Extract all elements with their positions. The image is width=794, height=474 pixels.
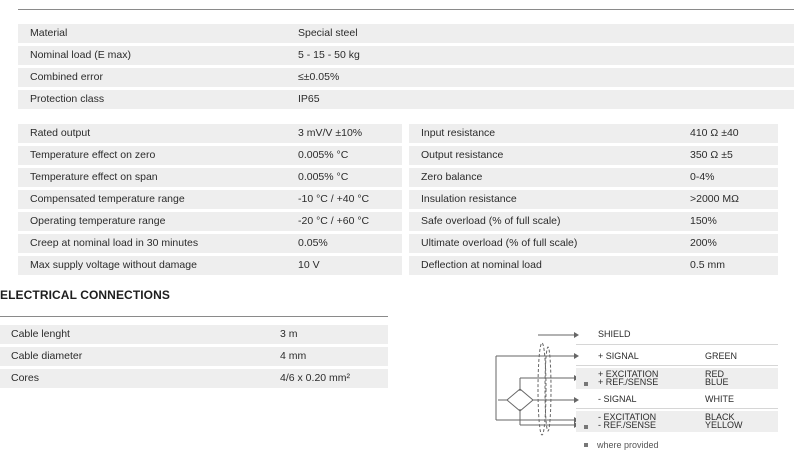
spec-label: Temperature effect on zero — [30, 149, 156, 161]
wire-row — [576, 390, 778, 409]
spec-label: Ultimate overload (% of full scale) — [421, 237, 578, 249]
wire-color: GREEN — [705, 351, 738, 361]
spec-row — [18, 168, 402, 187]
spec-value: 200% — [690, 237, 717, 249]
spec-row — [409, 124, 778, 143]
spec-label: Cable diameter — [11, 350, 83, 362]
spec-label: Nominal load (E max) — [30, 49, 131, 61]
where-provided-marker — [584, 425, 588, 429]
spec-value: 4/6 x 0.20 mm² — [280, 372, 351, 384]
spec-row — [18, 24, 794, 43]
spec-label: Deflection at nominal load — [421, 259, 542, 271]
spec-label: Max supply voltage without damage — [30, 259, 197, 271]
spec-row — [409, 256, 778, 275]
spec-value: 0.5 mm — [690, 259, 726, 271]
spec-label: Input resistance — [421, 127, 496, 139]
spec-value: 0-4% — [690, 171, 715, 183]
spec-value: 410 Ω ±40 — [690, 127, 739, 139]
section-title: ELECTRICAL CONNECTIONS — [0, 288, 170, 302]
spec-label: Rated output — [30, 127, 91, 139]
spec-value: >2000 MΩ — [690, 193, 740, 205]
spec-label: Combined error — [30, 71, 103, 83]
spec-value: -10 °C / +40 °C — [298, 193, 370, 205]
spec-label: Creep at nominal load in 30 minutes — [30, 237, 199, 249]
spec-label: Operating temperature range — [30, 215, 166, 227]
spec-value: 5 - 15 - 50 kg — [298, 49, 360, 61]
spec-value: IP65 — [298, 93, 320, 105]
wire-signal: + SIGNAL — [598, 351, 639, 361]
spec-row — [0, 325, 388, 344]
spec-value: Special steel — [298, 27, 358, 39]
wire-row — [576, 347, 778, 366]
spec-row — [0, 369, 388, 388]
top-rule — [18, 9, 794, 10]
spec-label: Compensated temperature range — [30, 193, 185, 205]
wire-color: YELLOW — [705, 420, 743, 430]
spec-row — [18, 212, 402, 231]
spec-label: Cores — [11, 372, 40, 384]
spec-row — [409, 212, 778, 231]
spec-row — [409, 190, 778, 209]
wire-signal: - EXCITATION — [598, 412, 657, 422]
spec-value: ≤±0.05% — [298, 71, 340, 83]
wiring-diagram — [490, 325, 580, 437]
wire-row — [576, 411, 778, 432]
where-provided-marker — [584, 382, 588, 386]
spec-row — [18, 68, 794, 87]
spec-value: 4 mm — [280, 350, 307, 362]
wire-row-shield — [576, 326, 778, 345]
spec-value: 150% — [690, 215, 717, 227]
spec-label: Material — [30, 27, 68, 39]
spec-row — [0, 347, 388, 366]
wire-color: BLUE — [705, 377, 729, 387]
spec-label: Safe overload (% of full scale) — [421, 215, 561, 227]
spec-row — [18, 90, 794, 109]
spec-label: Cable lenght — [11, 328, 70, 340]
wire-signal: SHIELD — [598, 329, 631, 339]
spec-value: -20 °C / +60 °C — [298, 215, 370, 227]
spec-row — [18, 234, 402, 253]
spec-value: 0.05% — [298, 237, 328, 249]
wire-row — [576, 368, 778, 389]
wire-color: WHITE — [705, 394, 734, 404]
spec-row — [409, 168, 778, 187]
spec-label: Output resistance — [421, 149, 504, 161]
spec-label: Zero balance — [421, 171, 483, 183]
wire-signal: + REF./SENSE — [598, 377, 659, 387]
wire-signal: - REF./SENSE — [598, 420, 657, 430]
where-provided-marker — [584, 443, 588, 447]
spec-row — [18, 146, 402, 165]
spec-label: Temperature effect on span — [30, 171, 158, 183]
spec-value: 0.005% °C — [298, 149, 349, 161]
spec-value: 3 m — [280, 328, 298, 340]
spec-row — [409, 234, 778, 253]
spec-row — [18, 46, 794, 65]
spec-row — [18, 124, 402, 143]
spec-label: Insulation resistance — [421, 193, 517, 205]
spec-row — [18, 190, 402, 209]
wire-signal: - SIGNAL — [598, 394, 637, 404]
footnote: where provided — [597, 440, 659, 450]
wire-color: RED — [705, 369, 725, 379]
spec-value: 350 Ω ±5 — [690, 149, 733, 161]
spec-value: 3 mV/V ±10% — [298, 127, 363, 139]
wire-signal: + EXCITATION — [598, 369, 659, 379]
spec-row — [18, 256, 402, 275]
spec-value: 0.005% °C — [298, 171, 349, 183]
section-rule — [0, 316, 388, 317]
spec-label: Protection class — [30, 93, 105, 105]
wire-color: BLACK — [705, 412, 735, 422]
spec-value: 10 V — [298, 259, 320, 271]
spec-row — [409, 146, 778, 165]
